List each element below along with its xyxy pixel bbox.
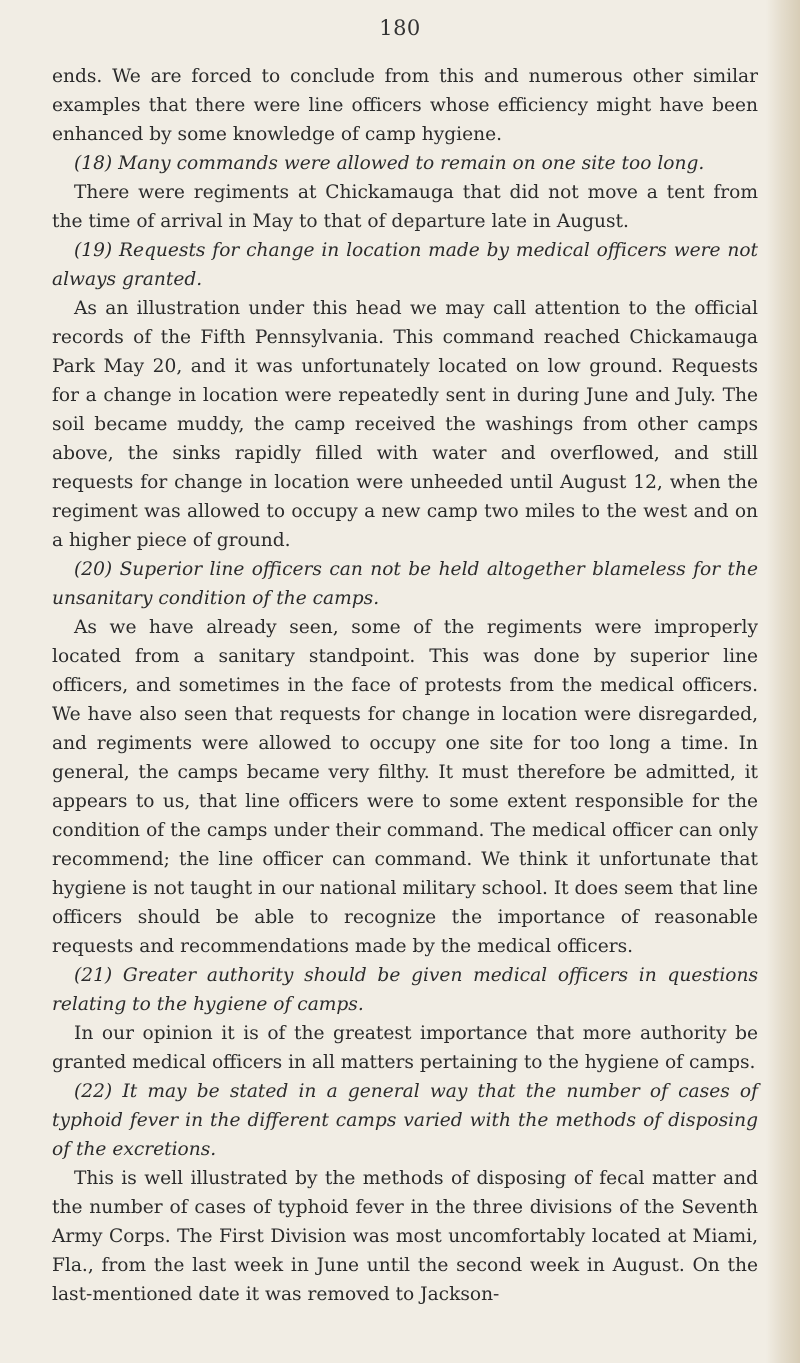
heading-21: (21) Greater authority should be given medical officers in questions relating to the hygiene of camps. <box>52 965 758 1015</box>
body-text <box>52 62 758 1309</box>
paragraph-18: There were regiments at Chickamauga that did not move a tent from the time of arrival in May to that of departure late in August. <box>52 182 758 232</box>
paragraph-19: As an illustration under this head we may call attention to the official records of the Fifth Pennsylvania. This command reached Chickamauga Park May 20, and it was unfortunately located on low ground. Requests for a change in location were repeatedly sent in during June and July. The soil became muddy, the camp received the washings from other camps above, the sinks rapidly filled with water and overflowed, and still requests for change in location were unheeded until August 12, when the regiment was allowed to occupy a new camp two miles to the west and on a higher piece of ground. <box>52 298 758 551</box>
paragraph-22: This is well illustrated by the methods of disposing of fecal matter and the number of cases of typhoid fever in the three divisions of the Seventh Army Corps. The First Division was most uncomfortably located at Miami, Fla., from the last week in June until the second week in August. On the last-mentioned date it was removed to Jackson- <box>52 1168 758 1305</box>
heading-20: (20) Superior line officers can not be held altogether blameless for the unsanitary condition of the camps. <box>52 559 758 609</box>
page-edge-shadow <box>766 0 800 1363</box>
heading-18: (18) Many commands were allowed to remain on one site too long. <box>74 153 705 174</box>
paragraph-continuation: ends. We are forced to conclude from this and numerous other similar examples that there were line officers whose efficiency might have been enhanced by some knowledge of camp hygiene. <box>52 66 758 145</box>
heading-22: (22) It may be stated in a general way that the number of cases of typhoid fever in the different camps varied with the methods of disposing of the excretions. <box>52 1081 758 1160</box>
paragraph-21: In our opinion it is of the greatest importance that more authority be granted medical officers in all matters pertaining to the hygiene of camps. <box>52 1023 758 1073</box>
heading-19: (19) Requests for change in location made by medical officers were not always granted. <box>52 240 758 290</box>
page-number: 180 <box>379 16 421 40</box>
paragraph-20: As we have already seen, some of the regiments were improperly located from a sanitary standpoint. This was done by superior line officers, and sometimes in the face of protests from the medical officers. We have also seen that requests for change in location were disregarded, and regiments were allowed to occupy one site for too long a time. In general, the camps became very filthy. It must therefore be admitted, it appears to us, that line officers were to some extent responsible for the condition of the camps under their command. The medical officer can only recommend; the line officer can command. We think it unfortunate that hygiene is not taught in our national military school. It does seem that line officers should be able to recognize the importance of reasonable requests and recommendations made by the medical officers. <box>52 617 758 957</box>
